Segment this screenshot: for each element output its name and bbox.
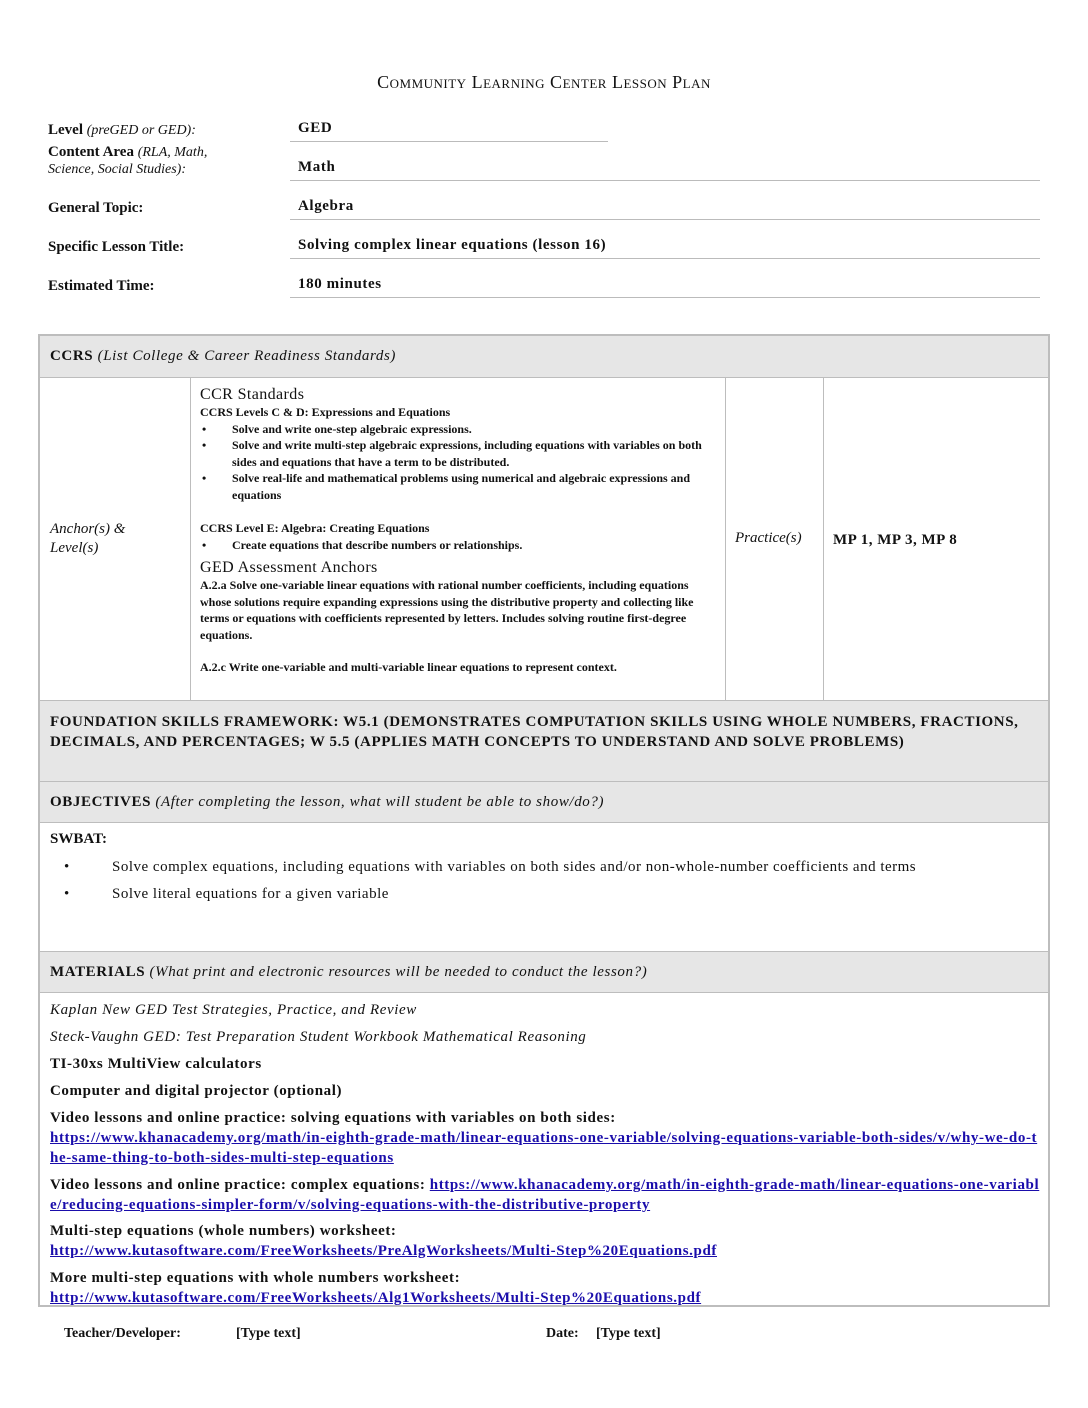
foundation-band: FOUNDATION SKILLS FRAMEWORK: W5.1 (DEMONSTRATES COMPUTATION SKILLS USING WHOLE NUMBERS, FRACTIONS, DECIMALS, AND PERCENTAGES; W 5.5 (APPLIES MATH CONCEPTS TO UNDERSTAND AND SOLVE PROBLEMS): [40, 700, 1048, 782]
date-label: Date:: [546, 1326, 579, 1341]
time-label: Estimated Time:: [48, 278, 155, 294]
worksheet-2-text: More multi-step equations with whole numbers worksheet:: [50, 1270, 461, 1286]
teacher-label: Teacher/Developer:: [64, 1326, 181, 1341]
practice-label: Practice(s): [735, 530, 802, 546]
page-title: Community Learning Center Lesson Plan: [377, 72, 711, 92]
level-value[interactable]: GED: [290, 120, 608, 142]
swbat-label: SWBAT:: [50, 831, 107, 847]
teacher-value[interactable]: [Type text]: [236, 1326, 301, 1341]
ged-anchors-title: GED Assessment Anchors: [200, 559, 378, 576]
col-divider: [725, 378, 726, 700]
video-2-text: Video lessons and online practice: complex equations:: [50, 1177, 430, 1193]
material-worksheet-1: [50, 1221, 1040, 1261]
material-book-1: Kaplan New GED Test Strategies, Practice, and Review: [50, 1002, 417, 1018]
worksheet-1-link[interactable]: http://www.kutasoftware.com/FreeWorksheets/PreAlgWorksheets/Multi-Step%20Equations.pdf: [50, 1243, 718, 1259]
material-book-2: Steck-Vaughn GED: Test Preparation Student Workbook Mathematical Reasoning: [50, 1029, 587, 1045]
bullet-icon: •: [64, 859, 70, 875]
col-divider: [190, 378, 191, 700]
material-computer: Computer and digital projector (optional): [50, 1083, 343, 1099]
content-hint-1: (RLA, Math,: [137, 145, 208, 160]
ccr-standards-cell: [200, 386, 716, 676]
list-item: • Solve and write multi-step algebraic expressions, including equations with variables on both sides and equations that have a term to be distributed.: [200, 437, 716, 470]
objectives-band: [40, 782, 1048, 823]
anchor-level-label: [50, 520, 125, 558]
ccrs-hint: (List College & Career Readiness Standards): [97, 348, 397, 364]
ccrs-level-e: CCRS Level E: Algebra: Creating Equations: [200, 521, 430, 535]
practice-value: MP 1, MP 3, MP 8: [833, 532, 958, 548]
lesson-title-value[interactable]: Solving complex linear equations (lesson 16): [290, 237, 1040, 259]
list-item: [64, 884, 1034, 905]
level-row: [48, 122, 196, 139]
worksheet-2-link[interactable]: http://www.kutasoftware.com/FreeWorksheets/Alg1Worksheets/Multi-Step%20Equations.pdf: [50, 1290, 702, 1306]
time-value[interactable]: 180 minutes: [290, 276, 1040, 298]
materials-heading: MATERIALS: [50, 964, 146, 980]
bullet-icon: •: [64, 886, 70, 902]
ccrs-band: [40, 336, 1048, 378]
anchor-label-line-2: Level(s): [50, 540, 99, 556]
objectives-heading: OBJECTIVES: [50, 794, 152, 810]
list-item: [64, 857, 1034, 878]
content-area-value[interactable]: Math: [290, 159, 1040, 181]
materials-band: [40, 951, 1048, 993]
topic-label: General Topic:: [48, 200, 144, 216]
ccr-standards-title: CCR Standards: [200, 386, 305, 403]
ccrs-levels-cd: CCRS Levels C & D: Expressions and Equations: [200, 405, 451, 419]
lesson-table: [38, 334, 1050, 1307]
list-item: • Solve and write one-step algebraic expressions.: [200, 421, 716, 438]
objectives-list: [64, 857, 1034, 905]
col-divider: [823, 378, 824, 700]
video-2-link[interactable]: https://www.khanacademy.org/math/in-eighth-grade-math/linear-equations-one-variable/reducing-equations-simpler-form/v/solving-equations-with-the-distributive-property: [50, 1177, 1040, 1213]
ccrs-heading: CCRS: [50, 348, 94, 364]
list-item: • Create equations that describe numbers or relationships.: [200, 537, 716, 554]
level-label: Level: [48, 122, 83, 138]
video-1-link[interactable]: https://www.khanacademy.org/math/in-eighth-grade-math/linear-equations-one-variable/solving-equations-variable-both-sides/v/why-we-do-the-same-thing-to-both-sides-multi-step-equations: [50, 1130, 1038, 1166]
objectives-hint: (After completing the lesson, what will student be able to show/do?): [155, 794, 605, 810]
worksheet-1-text: Multi-step equations (whole numbers) worksheet:: [50, 1223, 397, 1239]
video-1-text: Video lessons and online practice: solving equations with variables on both sides:: [50, 1110, 616, 1126]
ged-anchor-a2c: A.2.c Write one-variable and multi-variable linear equations to represent context.: [200, 660, 617, 674]
content-area-label: Content Area: [48, 144, 134, 160]
level-hint: (preGED or GED):: [86, 123, 196, 138]
material-video-1: [50, 1108, 1040, 1168]
objective-text: Solve complex equations, including equations with variables on both sides and/or non-whole-number coefficients and terms: [112, 859, 917, 875]
materials-hint: (What print and electronic resources will be needed to conduct the lesson?): [149, 964, 648, 980]
material-worksheet-2: [50, 1268, 1040, 1308]
ged-anchor-a2a: A.2.a Solve one-variable linear equations with rational number coefficients, including equations whose solutions require expanding expressions using the distributive property and collecting like terms or equations with coefficients represented by letters. Includes solving routine first-degree equations.: [200, 578, 694, 642]
anchor-label-line-1: Anchor(s) &: [50, 521, 126, 537]
material-calculator: TI-30xs MultiView calculators: [50, 1056, 262, 1072]
content-area-row: [48, 144, 207, 178]
material-video-2: [50, 1175, 1040, 1215]
lesson-title-label: Specific Lesson Title:: [48, 239, 185, 255]
content-hint-2: Science, Social Studies):: [48, 162, 187, 177]
topic-value[interactable]: Algebra: [290, 198, 1040, 220]
date-value[interactable]: [Type text]: [596, 1326, 661, 1341]
objective-text: Solve literal equations for a given variable: [112, 886, 389, 902]
list-item: • Solve real-life and mathematical problems using numerical and algebraic expressions and equations: [200, 470, 716, 503]
